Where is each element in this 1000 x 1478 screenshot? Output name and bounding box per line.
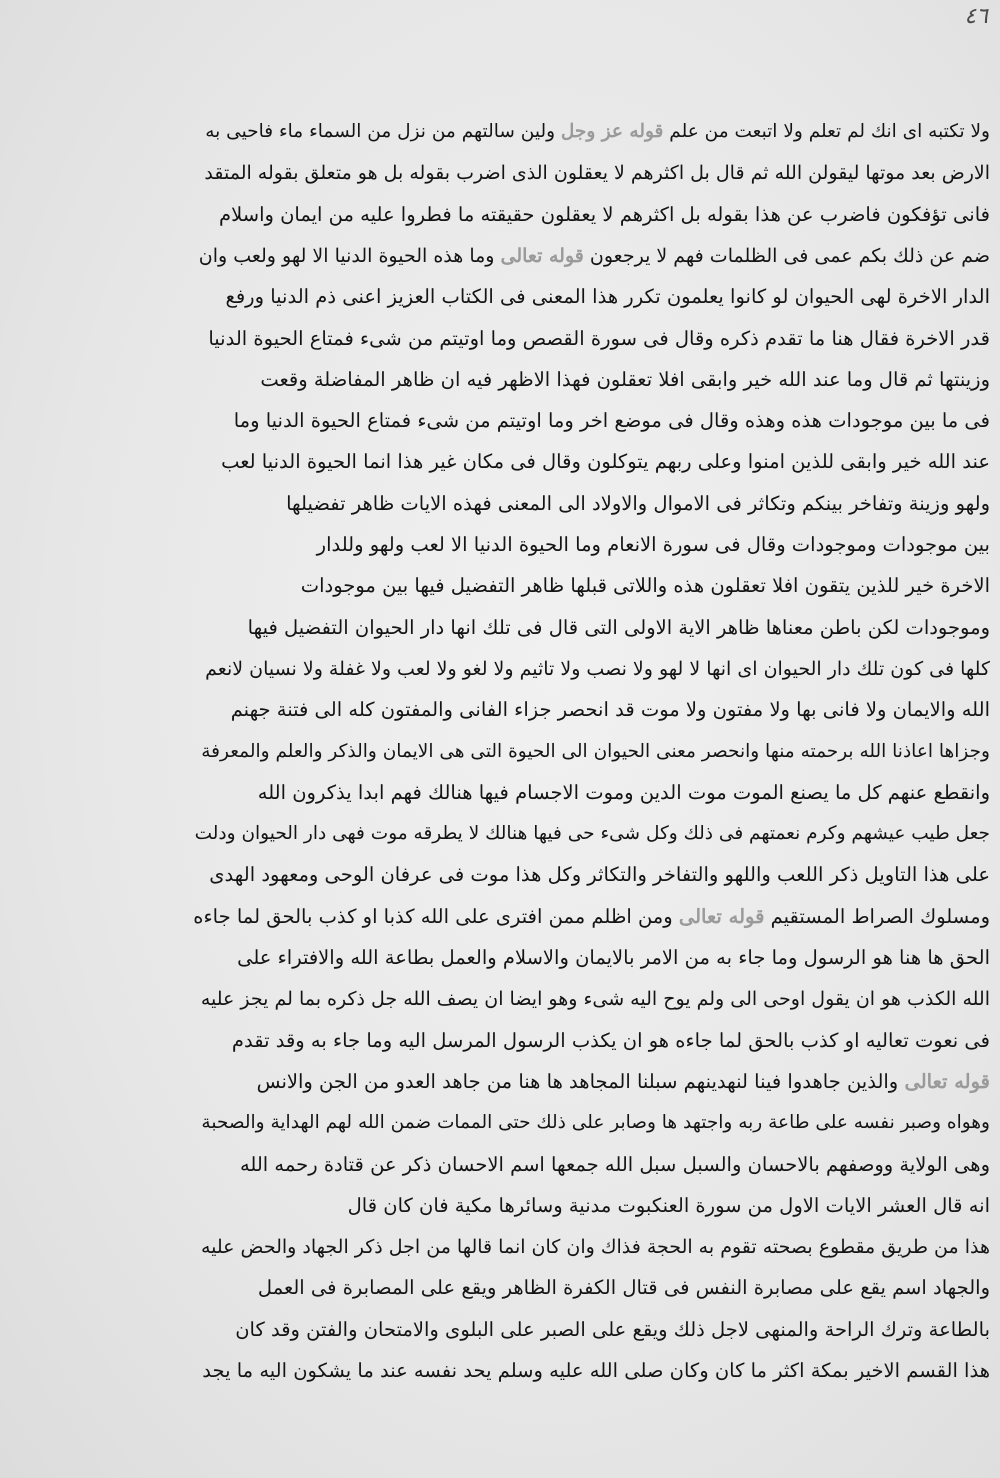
folio-number: ٤٦	[964, 4, 988, 29]
line-text: الله الكذب هو ان يقول اوحى الى ولم يوح اليه شىء وهو ايضا ان يصف الله جل ذكره بما لم يجز عليه	[200, 988, 990, 1011]
line-text: وانقطع عنهم كل ما يصنع الموت موت الدين وموت الاجسام فيها هنالك فهم ابدا يذكرون الله	[257, 780, 990, 804]
line-text: وهى الولاية ووصفهم بالاحسان والسبل سبل الله جمعها اسم الاحسان ذكر عن قتادة رحمه الله	[239, 1152, 990, 1176]
manuscript-line	[190, 153, 990, 193]
rubric-heading: قوله تعالى	[678, 904, 765, 928]
manuscript-line	[190, 1351, 990, 1391]
line-text: وجزاها اعاذنا الله برحمته منها وانحصر معنى الحيوان الى الحيوة التى هى الايمان والذكر والعلم والمعرفة	[201, 740, 990, 762]
manuscript-line	[190, 1310, 990, 1350]
line-text: الاخرة خير للذين يتقون افلا تعقلون هذه واللاتى قبلها ظاهر التفضيل فيها بين موجودات	[300, 574, 990, 598]
manuscript-text-block	[190, 112, 990, 1402]
manuscript-line	[190, 195, 990, 235]
line-text: الدار الاخرة لهى الحيوان لو كانوا يعلمون تكرر هذا المعنى فى الكتاب العزيز اعنى ذم الدنيا ورفع	[225, 285, 990, 309]
manuscript-line	[190, 360, 990, 400]
manuscript-line	[190, 1145, 990, 1185]
line-text: وموجودات لكن باطن معناها ظاهر الاية الاولى التى قال فى تلك انها دار الحيوان التفضيل فيها	[247, 615, 990, 639]
line-text: ولين سالتهم من نزل من السماء ماء فاحيى به	[205, 121, 561, 142]
line-text: ولا تكتبه اى انك لم تعلم ولا اتبعت من علم	[663, 121, 990, 142]
line-text: قدر الاخرة فقال هنا ما تقدم ذكره وقال فى سورة القصص وما اوتيتم من شىء فمتاع الحيوة الدنيا	[208, 326, 990, 350]
line-text: الله والايمان ولا فانى بها ولا مفتون ولا موت قد انحصر جزاء الفانى والمفتون كله الى فتنة جهنم	[230, 698, 990, 722]
manuscript-line	[190, 897, 990, 937]
manuscript-line	[190, 773, 990, 813]
manuscript-line	[190, 732, 990, 772]
line-text: الحق ها هنا هو الرسول وما جاء به من الامر بالايمان والاسلام والعمل بطاعة الله والافتراء على	[237, 946, 990, 969]
manuscript-line	[190, 319, 990, 359]
line-text: على هذا التاويل ذكر اللعب واللهو والتفاخر والتكاثر وكل هذا موت فى عرفان الوحى ومعهود الهدى	[209, 863, 990, 887]
manuscript-line	[190, 1227, 990, 1267]
rubric-heading: قوله تعالى	[904, 1069, 990, 1093]
line-text: ومن اظلم ممن افترى على الله كذبا او كذب بالحق لما جاءه	[193, 904, 679, 928]
line-text: فى ما بين موجودات هذه وهذه وقال فى موضع اخر وما اوتيتم من شىء فمتاع الحيوة الدنيا وما	[233, 409, 990, 433]
line-text: ضم عن ذلك بكم عمى فى الظلمات فهم لا يرجعون	[583, 244, 990, 267]
manuscript-line	[190, 1062, 990, 1102]
manuscript-line	[190, 525, 990, 565]
line-text: ولهو وزينة وتفاخر بينكم وتكاثر فى الاموال والاولاد الى المعنى فهذه الايات ظاهر تفضيلها	[286, 491, 990, 515]
manuscript-line	[190, 938, 990, 978]
line-text: هذا القسم الاخير بمكة اكثر ما كان وكان صلى الله عليه وسلم يحد نفسه عند ما يشكون اليه ما يجد	[202, 1359, 990, 1382]
line-text: جعل طيب عيشهم وكرم نعمتهم فى ذلك وكل شىء حى فيها هنالك لا يطرقه موت فهى دار الحيوان ودلت	[194, 823, 990, 845]
line-text: عند الله خير وابقى للذين امنوا وعلى ربهم يتوكلون وقال فى مكان غير هذا انما الحيوة الدنيا لعب	[221, 450, 990, 474]
manuscript-line	[190, 814, 990, 854]
line-text: انه قال العشر الايات الاول من سورة العنكبوت مدنية وسائرها مكية فان كان قال	[347, 1193, 990, 1217]
line-text: الارض بعد موتها ليقولن الله ثم قال بل اكثرهم لا يعقلون الذى اضرب بقوله بل هو متعلق بقوله المتقد	[204, 162, 990, 185]
line-text: بالطاعة وترك الراحة والمنهى لاجل ذلك ويقع على الصبر على البلوى والامتحان والفتن وقد كان	[235, 1317, 990, 1341]
rubric-heading: قوله تعالى	[500, 244, 584, 267]
line-text: فى نعوت تعاليه او كذب بالحق لما جاءه هو ان يكذب الرسول المرسل اليه وما جاء به وقد تقدم	[231, 1028, 990, 1052]
manuscript-line	[190, 401, 990, 441]
manuscript-line	[190, 649, 990, 689]
manuscript-line	[190, 1186, 990, 1226]
line-text: والذين جاهدوا فينا لنهدينهم سبلنا المجاهد ها هنا من جاهد العدو من الجن والانس	[256, 1069, 905, 1093]
line-text: كلها فى كون تلك دار الحيوان اى انها لا لهو ولا نصب ولا تاثيم ولا لغو ولا لعب ولا غفلة ولا نسيان لانعم	[205, 657, 990, 680]
manuscript-line	[190, 690, 990, 730]
manuscript-line	[190, 484, 990, 524]
manuscript-line	[190, 979, 990, 1019]
line-text: بين موجودات وموجودات وقال فى سورة الانعام وما الحيوة الدنيا الا لعب ولهو وللدار	[316, 533, 990, 556]
line-text: وزينتها ثم قال وما عند الله خير وابقى افلا تعقلون فهذا الاظهر فيه ان ظاهر المفاضلة وقعت	[260, 367, 990, 391]
manuscript-line	[190, 1021, 990, 1061]
manuscript-line	[190, 1268, 990, 1308]
manuscript-line	[190, 855, 990, 895]
manuscript-line	[190, 112, 990, 152]
manuscript-line	[190, 277, 990, 317]
manuscript-line	[190, 608, 990, 648]
line-text: فانى تؤفكون فاضرب عن هذا بقوله بل اكثرهم لا يعقلون حقيقته ما فطروا عليه من ايمان واسلام	[219, 202, 990, 226]
manuscript-line	[190, 566, 990, 606]
manuscript-line	[190, 1103, 990, 1143]
line-text: وما هذه الحيوة الدنيا الا لهو ولعب وان	[198, 244, 501, 267]
manuscript-line	[190, 236, 990, 276]
line-text: هذا من طريق مقطوع بصحته تقوم به الحجة فذاك وان كان انما قالها من اجل ذكر الجهاد والحض عليه	[200, 1236, 990, 1259]
manuscript-line	[190, 442, 990, 482]
line-text: وهواه وصبر نفسه على طاعة ربه واجتهد ها وصابر على ذلك حتى الممات ضمن الله لهم الهداية والصحبة	[201, 1112, 990, 1134]
line-text: ومسلوك الصراط المستقيم	[764, 904, 990, 928]
line-text: والجهاد اسم يقع على مصابرة النفس فى قتال الكفرة الظاهر ويقع على المصابرة فى العمل	[257, 1276, 990, 1300]
rubric-heading: قوله عز وجل	[560, 121, 664, 142]
